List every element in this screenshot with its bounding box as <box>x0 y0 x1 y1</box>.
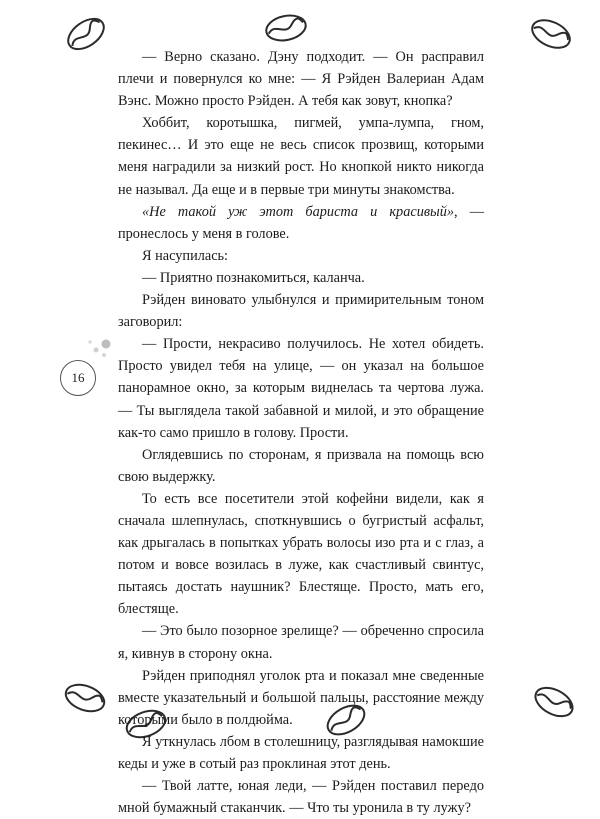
paragraph: — Твой латте, юная леди, — Рэйден поставил передо мной бумажный стаканчик. — Что ты уронила в ту лужу? <box>118 778 484 817</box>
paragraph: — Это было позорное зрелище? — обреченно спросила я, кивнув в сторону окна. <box>118 623 484 662</box>
italic-thought: «Не такой уж этот бариста и красивый» <box>142 203 455 220</box>
paragraph: То есть все посетители этой кофейни видели, как я сначала шлепнулась, споткнувшись о бугристый асфальт, как дрыгалась в попытках убрать волосы изо рта и с глаз, а потом и вовсе возилась в луже, как счастливый свинтус, пытаясь достать наушник? Блестяще. Просто, мать его, блестяще. <box>118 490 484 618</box>
page-number: 16 <box>60 360 96 396</box>
coffee-bean-icon <box>262 10 310 46</box>
coffee-bean-icon <box>530 682 578 722</box>
paragraph: — Приятно познакомиться, каланча. <box>142 269 365 286</box>
body-text <box>118 46 484 819</box>
coffee-bean-icon <box>527 14 575 54</box>
decorative-dots <box>84 338 114 364</box>
paragraph: Рэйден приподнял уголок рта и показал мне сведенные вместе указательный и большой пальцы, расстояние между которыми было в полдюйма. <box>118 667 484 728</box>
paragraph: — Верно сказано. Дэну подходит. — Он расправил плечи и повернулся ко мне: — Я Рэйден Валериан Адам Вэнс. Можно просто Рэйден. А тебя как зовут, кнопка? <box>118 49 484 110</box>
paragraph: — Прости, некрасиво получилось. Не хотел обидеть. Просто увидел тебя на улице, — он указал на большое панорамное окно, за которым виднелась та чертова лужа. — Ты выглядела такой забавной и милой, и это обращение как-то само пришло в голову. Прости. <box>118 336 484 441</box>
paragraph: Рэйден виновато улыбнулся и примирительным тоном заговорил: <box>118 292 484 331</box>
coffee-bean-icon <box>60 678 110 718</box>
paragraph: Оглядевшись по сторонам, я призвала на помощь всю свою выдержку. <box>118 446 484 485</box>
coffee-bean-icon <box>62 12 110 56</box>
paragraph: Я насупилась: <box>142 247 229 264</box>
paragraph: Я уткнулась лбом в столешницу, разглядывая намокшие кеды и уже в сотый раз проклиная этот день. <box>118 733 484 772</box>
paragraph: Хоббит, коротышка, пигмей, умпа-лумпа, гном, пекинес… И это еще не весь список прозвищ, которыми меня наградили за низкий рост. Но кнопкой никто никогда не называл. Да еще и в первые три минуты знакомства. <box>118 115 484 198</box>
paragraph <box>118 201 484 245</box>
paragraph-rest: , — пронеслось у меня в голове. <box>118 203 484 242</box>
